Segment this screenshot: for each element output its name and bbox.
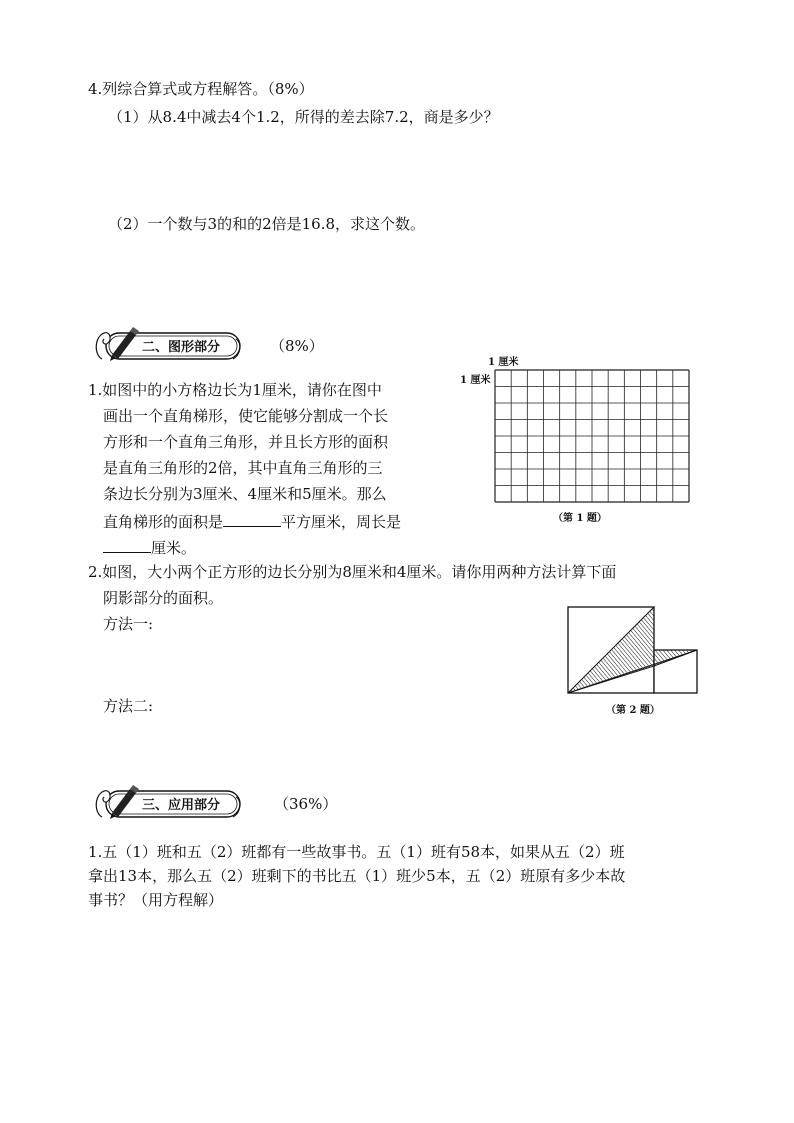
s2-q1-line-1: 1.如图中的小方格边长为1厘米，请你在图中 [88, 381, 382, 399]
two-squares-figure [566, 605, 700, 697]
s2-q1-line-3: 方形和一个直角三角形，并且长方形的面积 [103, 433, 389, 451]
s2-q1-line-7-text: 厘米。 [151, 539, 197, 557]
method-2-label: 方法二: [103, 697, 154, 715]
section-2-banner [92, 325, 244, 365]
s2-q1-line-6a: 直角梯形的面积是 [103, 513, 224, 531]
section-3-banner [92, 783, 244, 823]
section-3-percent: （36%） [274, 795, 338, 813]
section-2-percent: （8%） [270, 337, 324, 355]
s2-q1-line-2: 画出一个直角梯形，使它能够分割成一个长 [103, 407, 389, 425]
grid-top-label: 1 厘米 [488, 357, 519, 368]
s2-q2-line-2: 阴影部分的面积。 [103, 589, 224, 607]
q4-item-1: （1）从8.4中减去4个1.2，所得的差去除7.2，商是多少？ [108, 108, 499, 126]
s3-q1-line-1: 1.五（1）班和五（2）班都有一些故事书。五（1）班有58本，如果从五（2）班 [88, 843, 625, 861]
q4-heading: 4.列综合算式或方程解答。（8%） [88, 80, 314, 98]
figure-2-caption: （第 2 题） [606, 705, 660, 716]
s2-q1-line-6b: 平方厘米，周长是 [281, 513, 402, 531]
grid-side-label: 1 厘米 [460, 375, 491, 386]
answer-blank-perimeter[interactable] [103, 537, 151, 553]
s2-q2-line-1: 2.如图，大小两个正方形的边长分别为8厘米和4厘米。请你用两种方法计算下面 [88, 563, 617, 581]
grid-caption: （第 1 题） [553, 513, 607, 524]
s2-q1-line-5: 条边长分别为3厘米、4厘米和5厘米。那么 [103, 485, 387, 503]
s2-q1-line-6 [103, 511, 401, 532]
method-1-label: 方法一: [103, 615, 154, 633]
square-grid [494, 369, 690, 505]
q4-item-2: （2）一个数与3的和的2倍是16.8，求这个数。 [108, 215, 426, 233]
s2-q1-line-7 [103, 537, 196, 558]
s2-q1-line-4: 是直角三角形的2倍，其中直角三角形的三 [103, 459, 383, 477]
section-2-title: 二、图形部分 [142, 340, 221, 355]
answer-blank-area[interactable] [223, 511, 281, 527]
s3-q1-line-2: 拿出13本，那么五（2）班剩下的书比五（1）班少5本，五（2）班原有多少本故 [88, 867, 626, 885]
section-3-title: 三、应用部分 [142, 798, 221, 813]
s3-q1-line-3: 事书？（用方程解） [88, 891, 224, 909]
